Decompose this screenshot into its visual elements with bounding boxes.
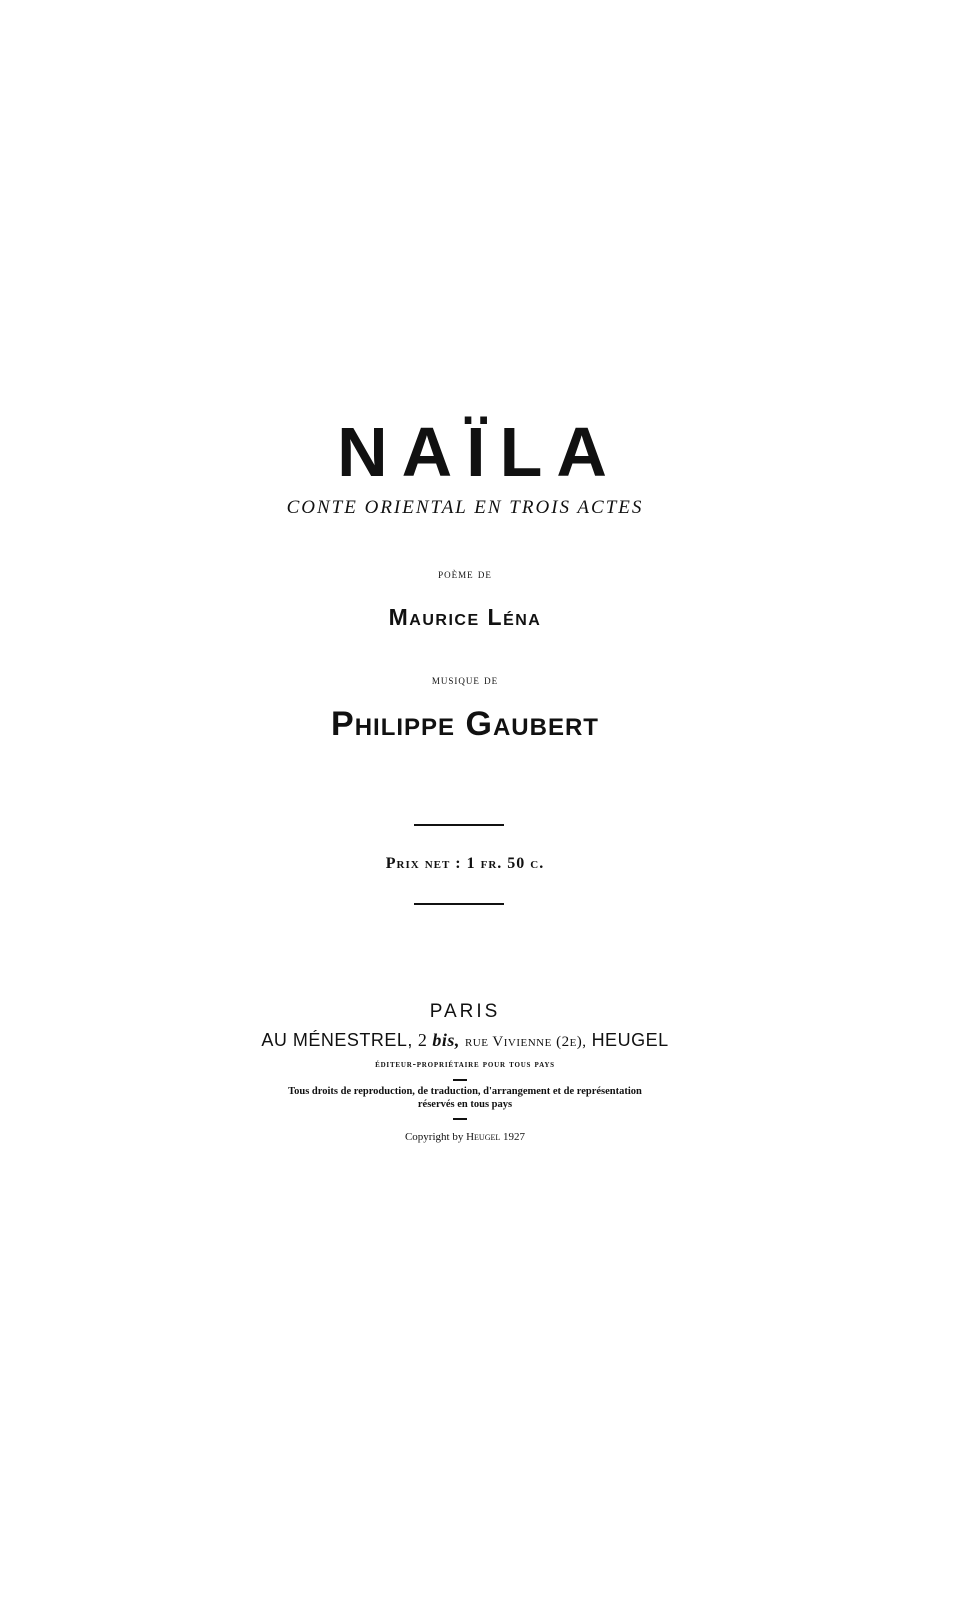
rights-line-1: Tous droits de reproduction, de traduction, d'arrangement et de représentation [288,1086,642,1097]
divider-rule-bottom [414,903,504,905]
copyright-holder: Heugel [466,1131,501,1143]
divider-rule-top [414,824,504,826]
publisher-city: PARIS [429,1001,501,1022]
price-line [0,854,930,874]
publisher-line [0,1028,930,1054]
music-by-label: musique de [431,672,499,687]
publisher-street-number: 2 [417,1030,428,1050]
publisher-street: rue Vivienne (2e), [464,1034,587,1050]
poem-by-label: poème de [438,566,492,581]
work-subtitle: CONTE ORIENTAL EN TROIS ACTES [286,497,644,518]
copyright-prefix: Copyright by [404,1131,464,1143]
author-name: Maurice Léna [388,604,542,630]
composer-name: Philippe Gaubert [331,705,599,743]
publisher-name-part2: HEUGEL [591,1030,669,1050]
publisher-role: éditeur-propriétaire pour tous pays [375,1059,555,1070]
small-divider-2 [453,1118,467,1120]
work-title: NAÏLA [337,413,621,491]
price-label: Prix net : [385,855,462,872]
copyright-year: 1927 [503,1131,526,1143]
publisher-name-part1: AU MÉNESTREL, [261,1030,413,1050]
publisher-bis: bis, [432,1030,460,1050]
price-amount: 1 fr. 50 c. [466,855,545,872]
copyright-line [0,1130,930,1144]
small-divider-1 [453,1079,467,1081]
rights-line-2: réservés en tous pays [417,1099,513,1110]
